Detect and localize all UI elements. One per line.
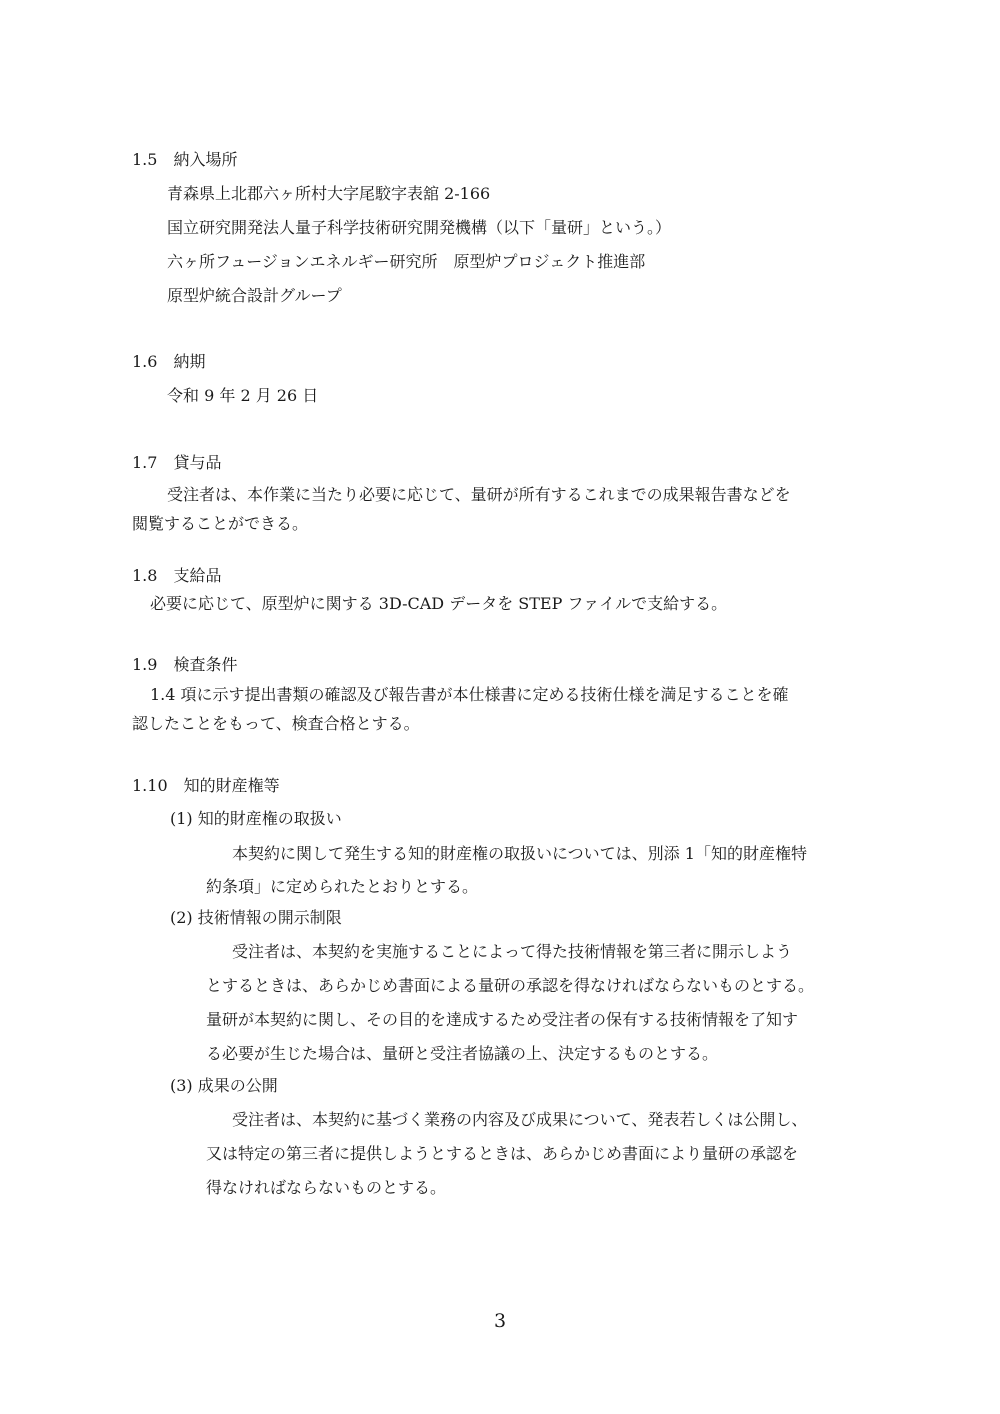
- supplied-items-text: 必要に応じて、原型炉に関する 3D-CAD データを STEP ファイルで支給する。: [150, 594, 728, 613]
- publication-text-line-3: 得なければならないものとする。: [206, 1178, 447, 1197]
- subsection-heading-ip-handling: (1) 知的財産権の取扱い: [170, 809, 342, 828]
- delivery-deadline: 令和 9 年 2 月 26 日: [167, 386, 319, 405]
- section-heading-1-9: 1.9 検査条件: [132, 655, 238, 674]
- section-heading-1-6: 1.6 納期: [132, 352, 206, 371]
- disclosure-text-line-2: とするときは、あらかじめ書面による量研の承認を得なければならないものとする。: [206, 976, 815, 995]
- disclosure-text-line-4: る必要が生じた場合は、量研と受注者協議の上、決定するものとする。: [206, 1044, 719, 1063]
- ip-handling-text-line-1: 本契約に関して発生する知的財産権の取扱いについては、別添 1「知的財産権特: [232, 844, 807, 863]
- section-heading-1-10: 1.10 知的財産権等: [132, 776, 280, 795]
- disclosure-text-line-1: 受注者は、本契約を実施することによって得た技術情報を第三者に開示しよう: [232, 942, 793, 961]
- delivery-address: 青森県上北郡六ヶ所村大字尾駮字表舘 2-166: [167, 184, 491, 203]
- inspection-text-line-1: 1.4 項に示す提出書類の確認及び報告書が本仕様書に定める技術仕様を満足することを確: [150, 685, 789, 704]
- subsection-heading-disclosure-restriction: (2) 技術情報の開示制限: [170, 908, 342, 927]
- section-heading-1-5: 1.5 納入場所: [132, 150, 238, 169]
- publication-text-line-1: 受注者は、本契約に基づく業務の内容及び成果について、発表若しくは公開し、: [232, 1110, 808, 1129]
- page-number: 3: [493, 1310, 507, 1332]
- loan-items-text-line-1: 受注者は、本作業に当たり必要に応じて、量研が所有するこれまでの成果報告書などを: [167, 485, 791, 504]
- ip-handling-text-line-2: 約条項」に定められたとおりとする。: [206, 877, 479, 896]
- section-heading-1-8: 1.8 支給品: [132, 566, 222, 585]
- disclosure-text-line-3: 量研が本契約に関し、その目的を達成するため受注者の保有する技術情報を了知す: [206, 1010, 799, 1029]
- subsection-heading-publication: (3) 成果の公開: [170, 1076, 278, 1095]
- inspection-text-line-2: 認したことをもって、検査合格とする。: [132, 714, 420, 733]
- section-heading-1-7: 1.7 貸与品: [132, 453, 222, 472]
- delivery-group: 原型炉統合設計グループ: [167, 286, 342, 305]
- loan-items-text-line-2: 閲覧することができる。: [132, 514, 309, 533]
- delivery-department: 六ヶ所フュージョンエネルギー研究所 原型炉プロジェクト推進部: [167, 252, 646, 271]
- delivery-organization: 国立研究開発法人量子科学技術研究開発機構（以下「量研」という。）: [167, 218, 672, 237]
- publication-text-line-2: 又は特定の第三者に提供しようとするときは、あらかじめ書面により量研の承認を: [206, 1144, 799, 1163]
